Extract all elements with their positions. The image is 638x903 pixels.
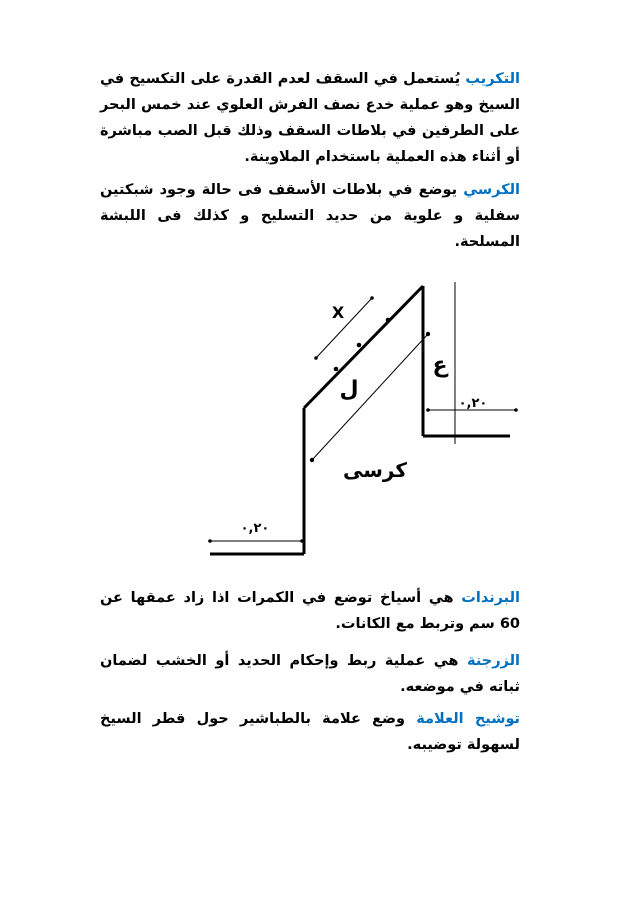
label-l: ل bbox=[339, 377, 359, 402]
paragraph-tawsheeh bbox=[100, 706, 520, 758]
definition-zarjana: هي عملية ربط وإحكام الحديد أو الخشب لضمان ثباته في موضعه. bbox=[100, 653, 520, 695]
label-height: ع bbox=[432, 353, 448, 378]
term-tawsheeh: توشيح العلامة bbox=[416, 711, 520, 727]
definition-barandat: هي أسياخ توضع في الكمرات اذا زاد عمقها عن 60 سم وتربط مع الكانات. bbox=[100, 590, 520, 632]
definition-tawsheeh: وضع علامة بالطباشير حول قطر السيخ لسهولة توضيبه. bbox=[100, 711, 520, 753]
term-takreeb: التكريب bbox=[465, 71, 520, 87]
paragraph-barandat bbox=[100, 585, 520, 637]
inclined-bar bbox=[304, 286, 423, 408]
definition-kursi: يوضع في بلاطات الأسقف فى حالة وجود شبكتين سفلية و علوية من حديد التسليح و كذلك فى اللبشة المسلحة. bbox=[100, 182, 520, 250]
paragraph-kursi bbox=[100, 177, 520, 255]
length-dim-line bbox=[312, 334, 428, 460]
term-zarjana: الزرجنة bbox=[467, 653, 520, 669]
definition-takreeb: يُستعمل في السقف لعدم القدرة على التكسيح في السيخ وهو عملية خدع نصف الفرش العلوي عند خمس البحر على الطرفين في بلاطات السقف وذلك قبل الصب مباشرة أو أثناء هذه العملية باستخدام الملاوينة. bbox=[100, 71, 520, 165]
label-kursi: كرسى bbox=[343, 458, 407, 482]
paragraph-zarjana bbox=[100, 648, 520, 700]
label-x: X bbox=[331, 303, 345, 322]
paragraph-takreeb bbox=[100, 66, 520, 170]
term-kursi: الكرسي bbox=[463, 182, 520, 198]
label-dim-top: ٠,٢٠ bbox=[458, 396, 488, 411]
kursi-diagram bbox=[192, 254, 538, 566]
label-dim-bottom: ٠,٢٠ bbox=[240, 521, 270, 536]
term-barandat: البرندات bbox=[461, 590, 520, 606]
